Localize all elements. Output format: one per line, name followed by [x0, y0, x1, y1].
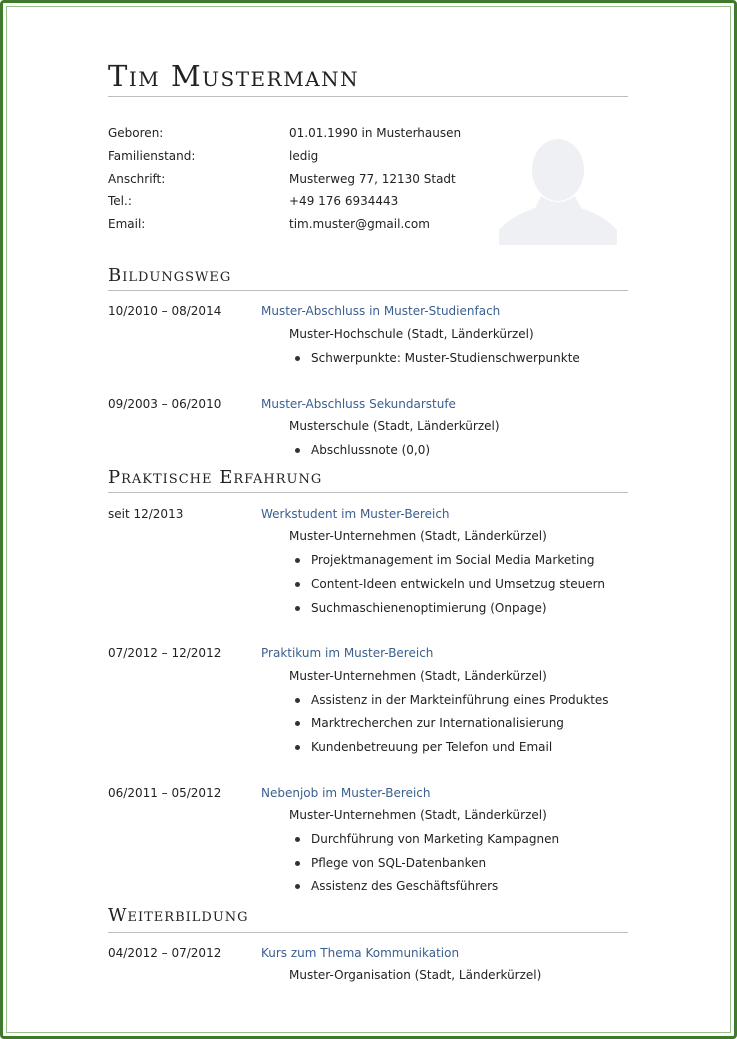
bullet-item: Marktrecherchen zur Internationalisierung: [311, 716, 564, 730]
entry-organization: Musterschule (Stadt, Länderkürzel): [289, 419, 500, 433]
value-email: tim.muster@gmail.com: [289, 217, 430, 231]
entry-date: 09/2003 – 06/2010: [108, 397, 222, 411]
bullet-item: Durchführung von Marketing Kampagnen: [311, 832, 560, 846]
value-anschrift: Musterweg 77, 12130 Stadt: [289, 172, 456, 186]
entry-organization: Muster-Organisation (Stadt, Länderkürzel): [289, 968, 542, 982]
weiterbildung-divider: [108, 932, 628, 933]
label-geboren: Geboren:: [108, 126, 164, 140]
entry-organization: Muster-Unternehmen (Stadt, Länderkürzel): [289, 669, 547, 683]
label-anschrift: Anschrift:: [108, 172, 166, 186]
entry-date: 06/2011 – 05/2012: [108, 786, 222, 800]
name-divider: [108, 96, 628, 97]
profile-photo-placeholder: [499, 130, 617, 245]
entry-title: Werkstudent im Muster-Bereich: [261, 507, 450, 521]
bullet-item: Assistenz des Geschäftsführers: [311, 879, 499, 893]
bullet-item: Projektmanagement im Social Media Marketing: [311, 553, 595, 567]
entry-date: 04/2012 – 07/2012: [108, 946, 222, 960]
entry-organization: Muster-Unternehmen (Stadt, Länderkürzel): [289, 529, 547, 543]
entry-date: 10/2010 – 08/2014: [108, 304, 222, 318]
bullet-item: Kundenbetreuung per Telefon und Email: [311, 740, 553, 754]
value-geboren: 01.01.1990 in Musterhausen: [289, 126, 462, 140]
bullet-item: Abschlussnote (0,0): [311, 443, 431, 457]
entry-date: seit 12/2013: [108, 507, 184, 521]
bullet-item: Suchmaschienenoptimierung (Onpage): [311, 601, 547, 615]
bullet-item: Content-Ideen entwickeln und Umsetzug steuern: [311, 577, 605, 591]
label-email: Email:: [108, 217, 146, 231]
value-tel: +49 176 6934443: [289, 194, 399, 208]
section-heading-weiterbildung: Weiterbildung: [108, 905, 249, 926]
bildungsweg-divider: [108, 290, 628, 291]
value-familienstand: ledig: [289, 149, 319, 163]
bullet-item: Assistenz in der Markteinführung eines Produktes: [311, 693, 609, 707]
entry-organization: Muster-Unternehmen (Stadt, Länderkürzel): [289, 808, 547, 822]
entry-title: Praktikum im Muster-Bereich: [261, 646, 434, 660]
cv-name: Tim Mustermann: [108, 59, 360, 93]
section-heading-bildungsweg: Bildungsweg: [108, 265, 232, 286]
bullet-item: Schwerpunkte: Muster-Studienschwerpunkte: [311, 351, 580, 365]
praxis-divider: [108, 492, 628, 493]
entry-title: Kurs zum Thema Kommunikation: [261, 946, 460, 960]
label-tel: Tel.:: [108, 194, 132, 208]
section-heading-praxis: Praktische Erfahrung: [108, 467, 323, 488]
entry-organization: Muster-Hochschule (Stadt, Länderkürzel): [289, 327, 534, 341]
entry-title: Muster-Abschluss Sekundarstufe: [261, 397, 456, 411]
label-familienstand: Familienstand:: [108, 149, 196, 163]
entry-title: Nebenjob im Muster-Bereich: [261, 786, 431, 800]
entry-title: Muster-Abschluss in Muster-Studienfach: [261, 304, 501, 318]
bullet-item: Pflege von SQL-Datenbanken: [311, 856, 487, 870]
entry-date: 07/2012 – 12/2012: [108, 646, 222, 660]
